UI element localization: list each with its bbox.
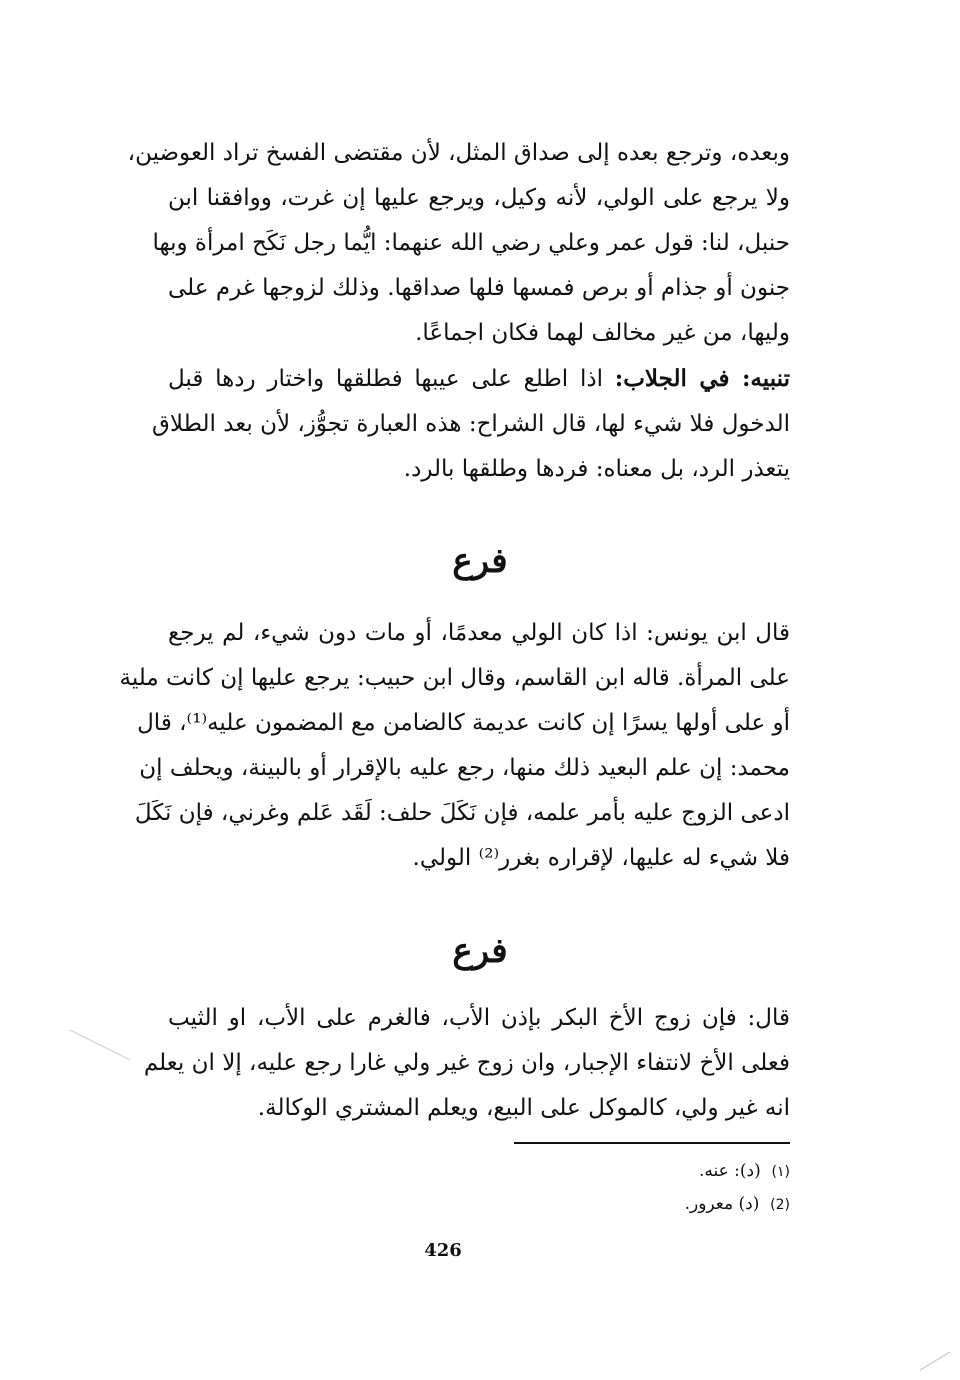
footnote-text: (د): عنه. <box>698 1161 761 1181</box>
scan-artifact <box>70 1030 140 1070</box>
text-line: محمد: إن علم البعيد ذلك منها، رجع عليه بالإقرار أو بالبينة، ويحلف إن <box>139 755 790 781</box>
scan-artifact <box>920 1350 956 1376</box>
text-line: انه غير ولي، كالموكل على البيع، ويعلم المشتري الوكالة. <box>257 1095 790 1121</box>
footnote <box>390 1155 790 1188</box>
paragraph-2 <box>119 611 790 881</box>
page-number: 426 <box>424 1240 462 1261</box>
text-line <box>168 356 790 402</box>
text-line: على المرأة. قاله ابن القاسم، وقال ابن حبيب: يرجع عليها إن كانت ملية <box>119 665 790 691</box>
text-line: فلا شيء له عليها، لإقراره بغرر⁽²⁾ الولي. <box>412 845 790 871</box>
text-line: فعلى الأخ لانتفاء الإجبار، وان زوج غير ولي غارا رجع عليه، إلا ان يعلم <box>143 1050 790 1076</box>
footnotes <box>390 1155 790 1221</box>
section-heading: فرع <box>452 541 508 581</box>
text-line: ادعى الزوج عليه بأمر علمه، فإن نَكَلَ حلف: لَقَد عَلم وغرني، فإن نَكَلَ <box>134 800 790 826</box>
note-first-line: اذا اطلع على عيبها فطلقها واختار ردها قبل <box>168 366 603 392</box>
text-line: قال: فإن زوج الأخ البكر بإذن الأب، فالغرم على الأب، او الثيب <box>168 1005 790 1031</box>
note-label: تنبيه: في الجلاب: <box>614 365 790 392</box>
text-line: وبعده، وترجع بعده إلى صداق المثل، لأن مقتضى الفسخ تراد العوضين، <box>127 140 790 166</box>
paragraph-1 <box>127 131 790 356</box>
text-line: الدخول فلا شيء لها، قال الشراح: هذه العبارة تجوُّز، لأن بعد الطلاق <box>152 411 790 437</box>
footnote-number: (2) <box>770 1197 790 1213</box>
footnote-number: (١) <box>771 1164 790 1180</box>
text-line: يتعذر الرد، بل معناه: فردها وطلقها بالرد. <box>403 456 790 482</box>
paragraph-3 <box>143 996 790 1131</box>
text-line: قال ابن يونس: اذا كان الولي معدمًا، أو مات دون شيء، لم يرجع <box>168 620 790 646</box>
footnote <box>390 1188 790 1221</box>
text-line: جنون أو جذام أو برص فمسها فلها صداقها. وذلك لزوجها غرم على <box>168 275 790 301</box>
note-paragraph <box>152 356 790 492</box>
text-line: حنبل، لنا: قول عمر وعلي رضي الله عنهما: ايُّما رجل نَكَح امرأة وبها <box>152 230 790 256</box>
text-line: ولا يرجع على الولي، لأنه وكيل، ويرجع عليها إن غرت، ووافقنا ابن <box>168 185 790 211</box>
text-line: وليها، من غير مخالف لهما فكان اجماعًا. <box>415 320 790 346</box>
section-heading: فرع <box>452 931 508 971</box>
footnote-divider <box>514 1142 790 1144</box>
text-line: أو على أولها يسرًا إن كانت عديمة كالضامن مع المضمون عليه⁽¹⁾، قال <box>137 710 790 736</box>
footnote-text: (د) معرور. <box>684 1194 760 1214</box>
